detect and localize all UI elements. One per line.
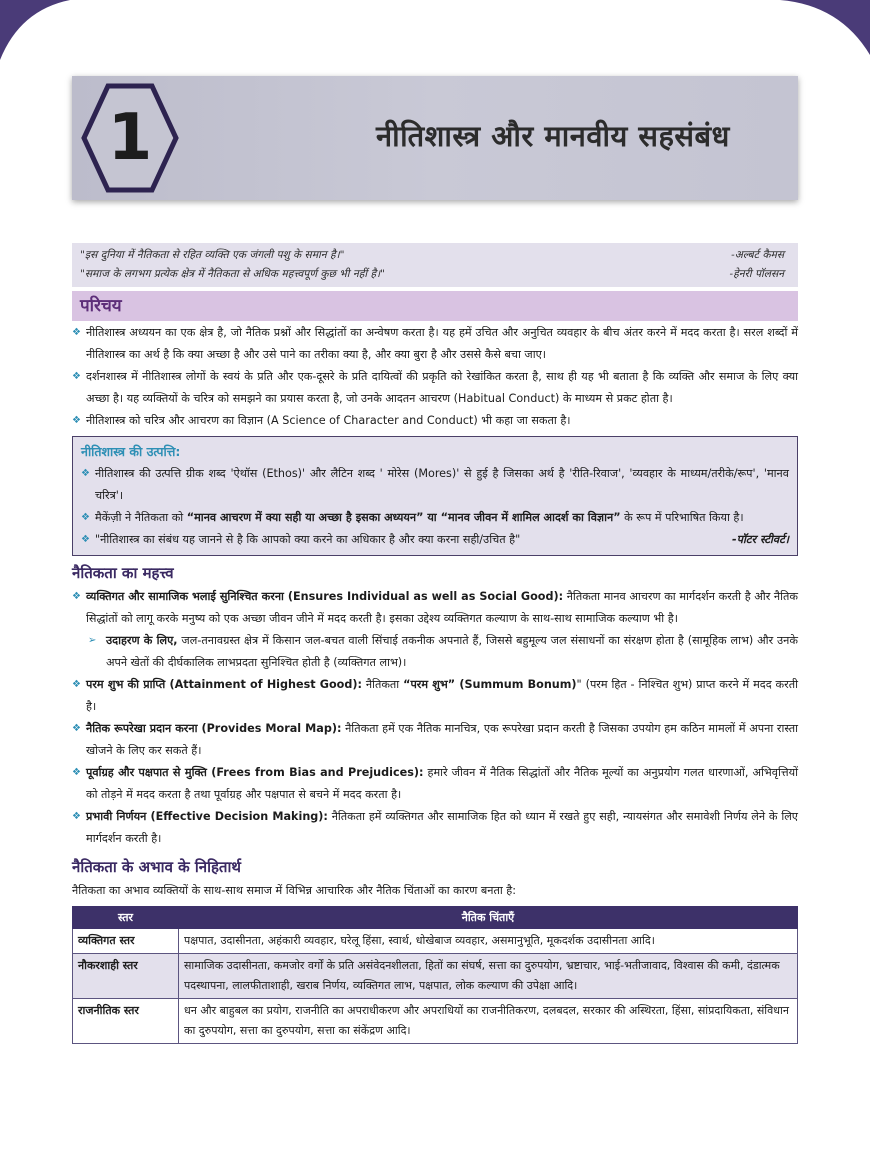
concerns-table bbox=[72, 906, 798, 1044]
quote-text: "समाज के लगभग प्रत्येक क्षेत्र में नैतिकता से अधिक महत्त्वपूर्ण कुछ भी नहीं है।" bbox=[80, 268, 385, 280]
table-row bbox=[73, 929, 798, 954]
table-cell-level: राजनीतिक स्तर bbox=[73, 999, 179, 1044]
quote-text: "इस दुनिया में नैतिकता से रहित व्यक्ति एक जंगली पशु के समान है।" bbox=[80, 249, 345, 261]
importance-bullet: ❖ परम शुभ की प्राप्ति (Attainment of Highest Good): नैतिकता “परम शुभ” (Summum Bonum)" (परम हित - निश्चित शुभ) प्राप्त करने में मदद करती है। bbox=[72, 674, 798, 718]
table-cell-concerns: पक्षपात, उदासीनता, अहंकारी व्यवहार, घरेलू हिंसा, स्वार्थ, धोखेबाज व्यवहार, असमानुभूति, मूकदर्शक उदासीनता आदि। bbox=[179, 929, 798, 954]
chapter-number: 1 bbox=[107, 101, 153, 175]
intro-bullet: ❖ दर्शनशास्त्र में नीतिशास्त्र लोगों के स्वयं के प्रति और एक-दूसरे के प्रति दायित्वों की प्रकृति को रेखांकित करता है, साथ ही यह भी बताता है कि व्यक्ति और समाज के लिए क्या अच्छा है। यह व्यक्तियों के चरित्र को समझने का प्रयास करता है, जो उनके आदतन आचरण (Habitual Conduct) के माध्यम से प्रकट होता है। bbox=[72, 366, 798, 410]
table-header-concerns: नैतिक चिंताएँ bbox=[179, 907, 798, 929]
quote-author: -हेनरी पॉलसन bbox=[729, 268, 784, 280]
importance-bullet: ❖ नैतिक रूपरेखा प्रदान करना (Provides Moral Map): नैतिकता हमें एक नैतिक मानचित्र, एक रूपरेखा प्रदान करती है जिसका उपयोग हम कठिन मामलों में अपना रास्ता खोजने के लिए कर सकते हैं। bbox=[72, 718, 798, 762]
origin-heading: नीतिशास्त्र की उत्पत्ति: bbox=[81, 444, 181, 459]
diamond-bullet-icon: ❖ bbox=[72, 767, 81, 778]
table-header-level: स्तर bbox=[73, 907, 179, 929]
diamond-bullet-icon: ❖ bbox=[81, 512, 90, 523]
diamond-bullet-icon: ❖ bbox=[72, 415, 81, 426]
importance-bullet: ❖ पूर्वाग्रह और पक्षपात से मुक्ति (Frees from Bias and Prejudices): हमारे जीवन में नैतिक सिद्धांतों और नैतिक मूल्यों का अनुप्रयोग गलत धारणाओं, अभिवृत्तियों को तोड़ने में मदद करता है तथा पूर्वाग्रह और पक्षपात से बचने में मदद करता है। bbox=[72, 762, 798, 806]
quote-row bbox=[80, 265, 790, 284]
intro-section-bar bbox=[72, 291, 798, 321]
importance-heading: नैतिकता का महत्त्व bbox=[72, 564, 174, 582]
arrow-bullet-icon: ➢ bbox=[88, 635, 97, 646]
table-cell-level: व्यक्तिगत स्तर bbox=[73, 929, 179, 954]
table-cell-concerns: सामाजिक उदासीनता, कमजोर वर्गों के प्रति असंवेदनशीलता, हितों का संघर्ष, सत्ता का दुरुपयोग, भ्रष्टाचार, भाई-भतीजावाद, विश्वास की कमी, दंडात्मक पदस्थापना, लालफीताशाही, खराब निर्णय, व्यक्तिगत लाभ, पक्षपात, लोक कल्याण की उपेक्षा आदि। bbox=[179, 954, 798, 999]
intro-heading: परिचय bbox=[80, 296, 122, 316]
origin-bullet: ❖ "नीतिशास्त्र का संबंध यह जानने से है कि आपको क्या करने का अधिकार है और क्या करना सही/उचित है" -पॉटर स्टीवर्ट। bbox=[81, 529, 789, 551]
table-cell-concerns: धन और बाहुबल का प्रयोग, राजनीति का अपराधीकरण और अपराधियों का राजनीतिकरण, दलबदल, सरकार की अस्थिरता, हिंसा, सांप्रदायिकता, संविधान का दुरुपयोग, सत्ता का दुरुपयोग, सत्ता का संकेंद्रण आदि। bbox=[179, 999, 798, 1044]
table-cell-level: नौकरशाही स्तर bbox=[73, 954, 179, 999]
implications-heading: नैतिकता के अभाव के निहितार्थ bbox=[72, 858, 241, 876]
quote-row bbox=[80, 246, 790, 265]
intro-bullet: ❖ नीतिशास्त्र को चरित्र और आचरण का विज्ञान (A Science of Character and Conduct) भी कहा जा सकता है। bbox=[72, 410, 798, 432]
diamond-bullet-icon: ❖ bbox=[72, 679, 81, 690]
main-content bbox=[72, 322, 798, 1044]
quotes-box bbox=[72, 243, 798, 287]
quote-author: -अल्बर्ट कैमस bbox=[731, 249, 784, 261]
importance-bullet: ❖ व्यक्तिगत और सामाजिक भलाई सुनिश्चित करना (Ensures Individual as well as Social Good): नैतिकता मानव आचरण का मार्गदर्शन करती है और नैतिक सिद्धांतों को लागू करके मनुष्य को एक अच्छा जीवन जीने में मदद करती है। इसका उद्देश्य व्यक्तिगत कल्याण के साथ-साथ सामाजिक कल्याण भी है। bbox=[72, 586, 798, 630]
intro-bullet: ❖ नीतिशास्त्र अध्ययन का एक क्षेत्र है, जो नैतिक प्रश्नों और सिद्धांतों का अन्वेषण करता है। यह हमें उचित और अनुचित व्यवहार के बीच अंतर करने में मदद करता है। सरल शब्दों में नीतिशास्त्र का अर्थ है कि क्या अच्छा है और उसे पाने का तरीका क्या है, और क्या बुरा है और उससे कैसे बचा जाए। bbox=[72, 322, 798, 366]
diamond-bullet-icon: ❖ bbox=[72, 591, 81, 602]
corner-decoration bbox=[0, 0, 870, 70]
importance-bullet: ❖ प्रभावी निर्णयन (Effective Decision Making): नैतिकता हमें व्यक्तिगत और सामाजिक हित को ध्यान में रखते हुए सही, न्यायसंगत और समावेशी निर्णय लेने के लिए मार्गदर्शन करती है। bbox=[72, 806, 798, 850]
origin-bullet: ❖ नीतिशास्त्र की उत्पत्ति ग्रीक शब्द 'ऐथॉस (Ethos)' और लैटिन शब्द ' मोरेस (Mores)' से हुई है जिसका अर्थ है 'रीति-रिवाज', 'व्यवहार के माध्यम/तरीके/रूप', 'मानव चरित्र'। bbox=[81, 463, 789, 507]
origin-bullet: ❖ मैकेंज़ी ने नैतिकता को “मानव आचरण में क्या सही या अच्छा है इसका अध्ययन” या “मानव जीवन में शामिल आदर्श का विज्ञान” के रूप में परिभाषित किया है। bbox=[81, 507, 789, 529]
table-header-row bbox=[73, 907, 798, 929]
diamond-bullet-icon: ❖ bbox=[72, 327, 81, 338]
diamond-bullet-icon: ❖ bbox=[81, 534, 90, 545]
table-row bbox=[73, 999, 798, 1044]
diamond-bullet-icon: ❖ bbox=[72, 811, 81, 822]
implications-intro: नैतिकता का अभाव व्यक्तियों के साथ-साथ समाज में विभिन्न आचारिक और नैतिक चिंताओं का कारण बनता है: bbox=[72, 884, 517, 897]
origin-box bbox=[72, 436, 798, 556]
chapter-title: नीतिशास्त्र और मानवीय सहसंबंध bbox=[376, 119, 730, 153]
table-row bbox=[73, 954, 798, 999]
diamond-bullet-icon: ❖ bbox=[72, 371, 81, 382]
chapter-banner bbox=[72, 76, 798, 200]
quote-author: -पॉटर स्टीवर्ट। bbox=[732, 533, 789, 546]
example-bullet: ➢ उदाहरण के लिए, जल-तनावग्रस्त क्षेत्र में किसान जल-बचत वाली सिंचाई तकनीक अपनाते हैं, जिससे बहुमूल्य जल संसाधनों का संरक्षण होता है (सामूहिक लाभ) और उनके अपने खेतों की दीर्घकालिक लाभप्रदता सुनिश्चित होती है (व्यक्तिगत लाभ)। bbox=[72, 630, 798, 674]
diamond-bullet-icon: ❖ bbox=[81, 468, 90, 479]
diamond-bullet-icon: ❖ bbox=[72, 723, 81, 734]
